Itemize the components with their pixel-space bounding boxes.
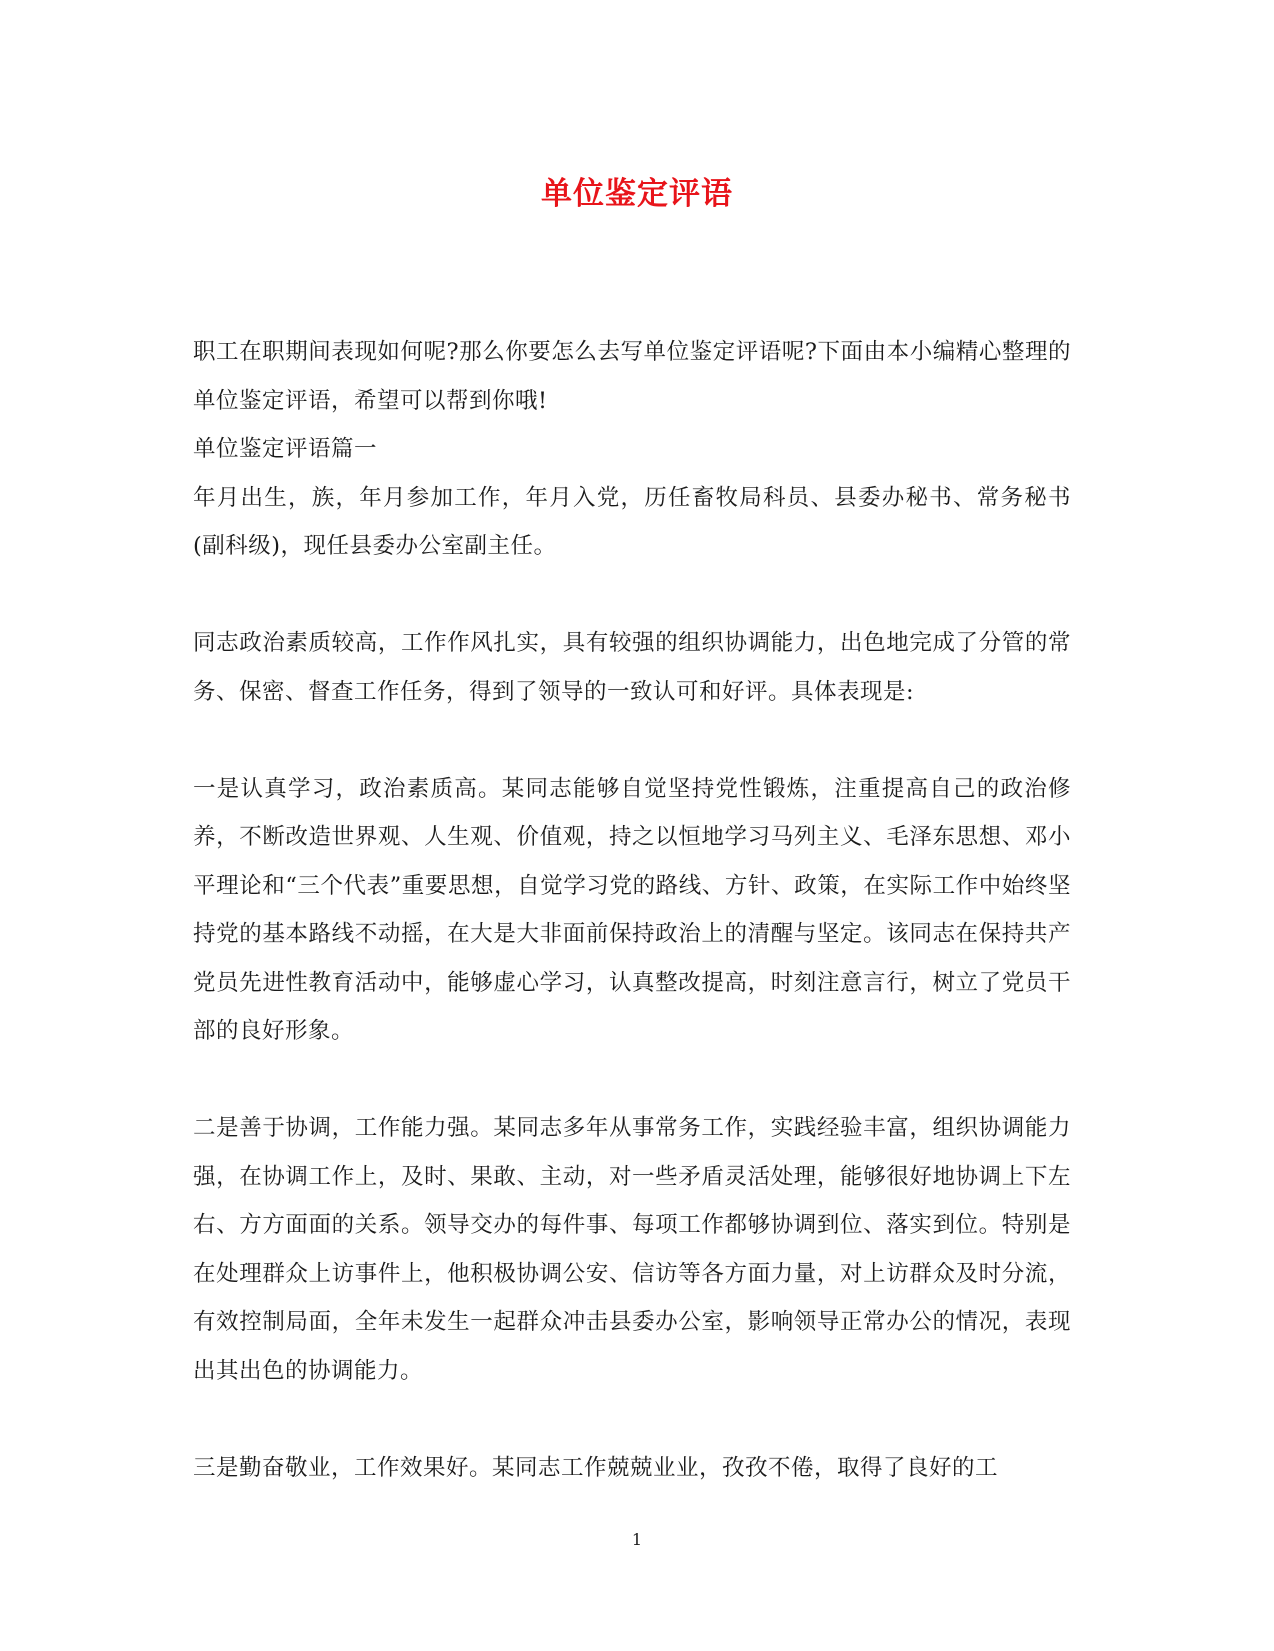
- body-paragraph: 同志政治素质较高，工作作风扎实，具有较强的组织协调能力，出色地完成了分管的常务、保密、督查工作任务，得到了领导的一致认可和好评。具体表现是:: [193, 630, 1071, 705]
- body-paragraph: 年月出生，族，年月参加工作，年月入党，历任畜牧局科员、县委办秘书、常务秘书(副科级)，现任县委办公室副主任。: [193, 484, 1071, 559]
- document-body: [193, 328, 1071, 1492]
- intro-paragraph: 职工在职期间表现如何呢?那么你要怎么去写单位鉴定评语呢?下面由本小编精心整理的单位鉴定评语，希望可以帮到你哦!: [193, 339, 1071, 414]
- page-number: 1: [631, 1530, 643, 1549]
- body-paragraph: 三是勤奋敬业，工作效果好。某同志工作兢兢业业，孜孜不倦，取得了良好的工: [193, 1454, 999, 1481]
- body-paragraph: 二是善于协调，工作能力强。某同志多年从事常务工作，实践经验丰富，组织协调能力强，在协调工作上，及时、果敢、主动，对一些矛盾灵活处理，能够很好地协调上下左右、方方面面的关系。领导交办的每件事、每项工作都够协调到位、落实到位。特别是在处理群众上访事件上，他积极协调公安、信访等各方面力量，对上访群众及时分流，有效控制局面，全年未发生一起群众冲击县委办公室，影响领导正常办公的情况，表现出其出色的协调能力。: [193, 1115, 1071, 1384]
- document-title: 单位鉴定评语: [541, 176, 733, 212]
- body-paragraph: 一是认真学习，政治素质高。某同志能够自觉坚持党性锻炼，注重提高自己的政治修养，不断改造世界观、人生观、价值观，持之以恒地学习马列主义、毛泽东思想、邓小平理论和“三个代表”重要思想，自觉学习党的路线、方针、政策，在实际工作中始终坚持党的基本路线不动摇，在大是大非面前保持政治上的清醒与坚定。该同志在保持共产党员先进性教育活动中，能够虚心学习，认真整改提高，时刻注意言行，树立了党员干部的良好形象。: [193, 775, 1071, 1044]
- section-heading: 单位鉴定评语篇一: [193, 436, 378, 462]
